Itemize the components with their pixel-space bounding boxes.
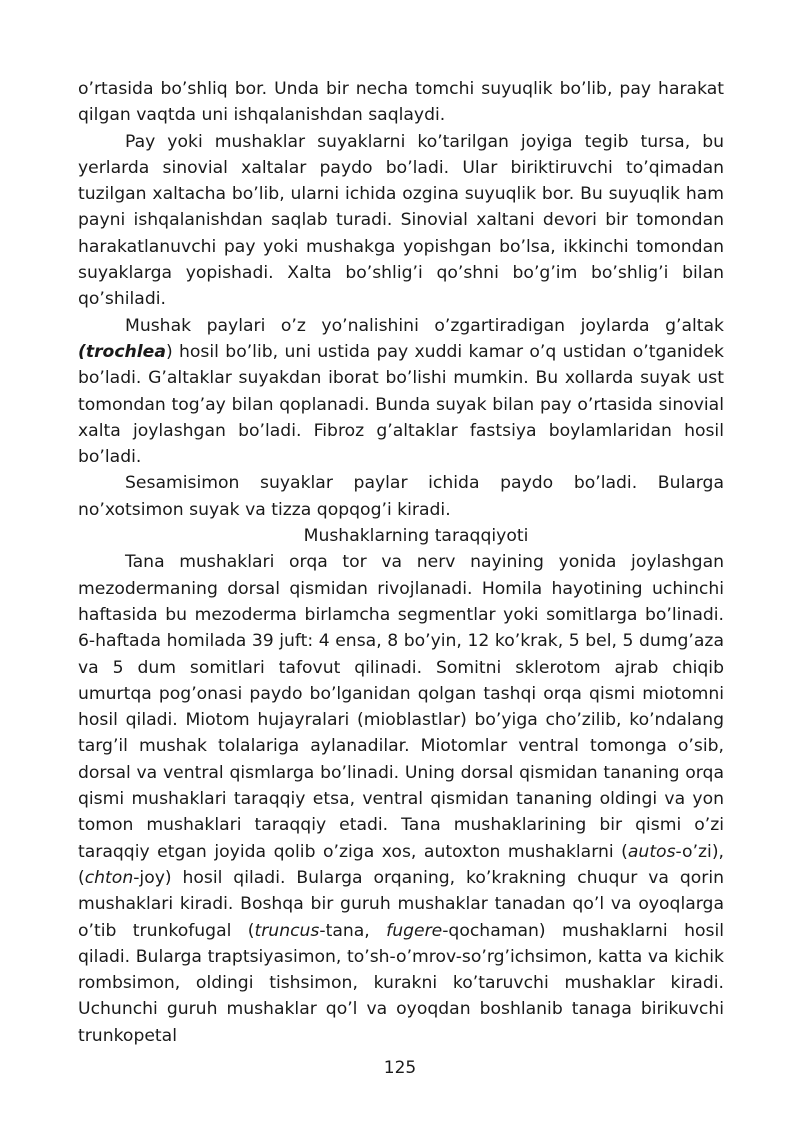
term-trochlea: (trochlea [78,341,166,362]
paragraph-text: Sesamisimon suyaklar paylar ichida paydo bo’ladi. Bularga no’xotsimon suyak va tizza qopqog’i kiradi. [78,473,724,520]
term-truncus: truncus [254,920,320,941]
paragraph-text: Mushak paylari o’z yo’nalishini o’zgartiradigan joylarda g’altak [125,315,724,336]
page-number: 125 [383,1058,417,1078]
paragraph-text: -joy) hosil qiladi. Bularga orqaning, ko’krakning chuqur va qorin mushaklari kiradi. Boshqa bir guruh mushaklar tanadan qo’l va oyoqlarga o’tib trunkofugal ( [78,867,724,941]
paragraph-text: -qochaman) mushaklarni hosil qiladi. Bularga traptsiyasimon, to’sh-o’mrov-so’rg’ichsimon, katta va kichik rombsimon, oldingi tishsimon, kurakni ko’taruvchi mushaklar kiradi. Uchunchi guruh mushaklar qo’l va oyoqdan boshlanib tanaga birikuvchi trunkopetal [78,920,724,1046]
paragraph-sinovial-xaltalar [78,129,724,313]
paragraph-text: o’rtasida bo’shliq bor. Unda bir necha tomchi suyuqlik bo’lib, pay harakat qilgan vaqtda uni ishqalanishdan saqlaydi. [78,79,724,126]
paragraph-continuation [78,76,724,129]
paragraph-sesamisimon [78,470,724,523]
page-body [78,76,724,1049]
paragraph-text: Pay yoki mushaklar suyaklarni ko’tarilgan joyiga tegib tursa, bu yerlarda sinovial xaltalar paydo bo’ladi. Ular biriktiruvchi to’qimadan tuzilgan xaltacha bo’lib, ularni ichida ozgina suyuqlik bor. Bu suyuqlik ham payni ishqalanishdan saqlab turadi. Sinovial xaltani devori bir tomondan harakatlanuvchi pay yoki mushakga yopishgan bo’lsa, ikkinchi tomondan suyaklarga yopishadi. Xalta bo’shlig’i qo’shni bo’g’im bo’shlig’i bilan qo’shiladi. [78,131,724,310]
term-autos: autos [627,841,676,862]
paragraph-text: Tana mushaklari orqa tor va nerv nayining yonida joylashgan mezodermaning dorsal qismidan rivojlanadi. Homila hayotining uchinchi haftasida bu mezoderma birlamcha segmentlar yoki somitlarga bo’linadi. 6-haftada homilada 39 juft: 4 ensa, 8 bo’yin, 12 ko’krak, 5 bel, 5 dumg’aza va 5 dum somitlari tafovut qilinadi. Somitni sklerotom ajrab chiqib umurtqa pog’onasi paydo bo’lganidan qolgan tashqi orqa qismi miotomni hosil qiladi. Miotom hujayralari (mioblastlar) bo’yiga cho’zilib, ko’ndalang targ’il mushak tolalariga aylanadilar. Miotomlar ventral tomonga o’sib, dorsal va ventral qismlarga bo’linadi. Uning dorsal qismidan tananing orqa qismi mushaklari taraqqiy etsa, ventral qismidan tananing oldingi va yon tomon mushaklari taraqqiy etadi. Tana mushaklarining bir qismi o’zi taraqqiy etgan joyida qolib o’ziga xos, autoxton mushaklarni ( [78,552,724,862]
paragraph-text: -o’zi), ( [78,841,724,888]
section-heading: Mushaklarning taraqqiyoti [303,526,529,547]
paragraph-taraqqiyot [78,549,724,1049]
paragraph-galtak [78,313,724,471]
paragraph-text: -tana, [319,920,387,941]
paragraph-text: ) hosil bo’lib, uni ustida pay xuddi kamar o’q ustidan o’tganidek bo’ladi. G’altaklar suyakdan iborat bo’lishi mumkin. Bu xollarda suyak ust tomondan tog’ay bilan qoplanadi. Bunda suyak bilan pay o’rtasida sinovial xalta joylashgan bo’ladi. Fibroz g’altaklar fastsiya boylamlaridan hosil bo’ladi. [78,341,724,468]
term-chton: chton [84,867,134,888]
term-fugere: fugere [386,920,443,941]
